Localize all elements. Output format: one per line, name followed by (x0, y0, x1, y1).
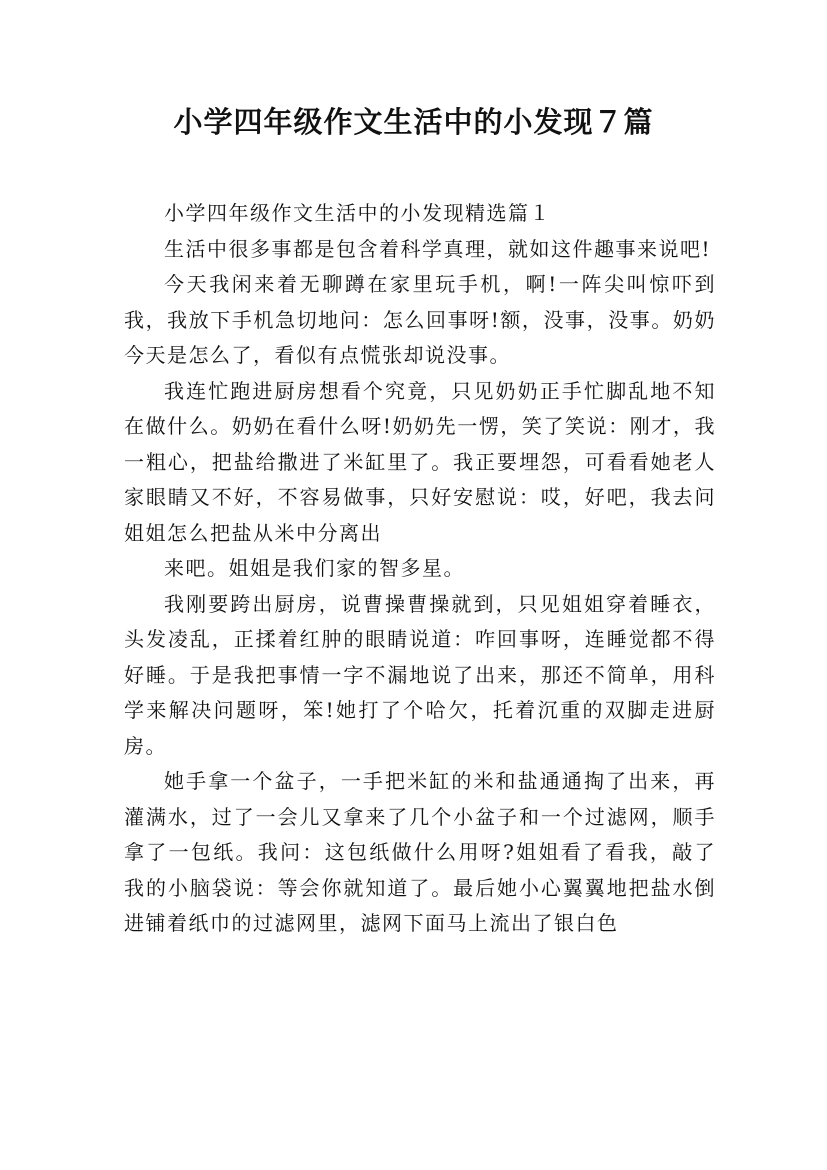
document-body (124, 196, 716, 942)
document-title: 小学四年级作文生活中的小发现７篇 (173, 105, 654, 139)
paragraph: 今天我闲来着无聊蹲在家里玩手机，啊!一阵尖叫惊吓到我，我放下手机急切地问：怎么回事呀!额，没事，没事。奶奶今天是怎么了，看似有点慌张却说没事。 (124, 272, 716, 367)
paragraph: 生活中很多事都是包含着科学真理，就如这件趣事来说吧! (164, 236, 712, 261)
section-heading: 小学四年级作文生活中的小发现精选篇１ (164, 201, 551, 225)
paragraph: 我连忙跑进厨房想看个究竟，只见奶奶正手忙脚乱地不知在做什么。奶奶在看什么呀!奶奶先一愣，笑了笑说：刚才，我一粗心，把盐给撒进了米缸里了。我正要埋怨，可看看她老人家眼睛又不好，不容易做事，只好安慰说：哎，好吧，我去问姐姐怎么把盐从米中分离出 (124, 378, 716, 545)
paragraph: 来吧。姐姐是我们家的智多星。 (164, 556, 465, 580)
paragraph: 我刚要跨出厨房，说曹操曹操就到，只见姐姐穿着睡衣，头发凌乱，正揉着红肿的眼睛说道：咋回事呀，连睡觉都不得好睡。于是我把事情一字不漏地说了出来，那还不简单，用科学来解决问题呀，笨!她打了个哈欠，托着沉重的双脚走进厨房。 (124, 591, 716, 758)
paragraph: 她手拿一个盆子，一手把米缸的米和盐通通掏了出来，再灌满水，过了一会儿又拿来了几个小盆子和一个过滤网，顺手拿了一包纸。我问：这包纸做什么用呀?姐姐看了看我，敲了我的小脑袋说：等会你就知道了。最后她小心翼翼地把盐水倒进铺着纸巾的过滤网里，滤网下面马上流出了银白色 (124, 769, 716, 935)
